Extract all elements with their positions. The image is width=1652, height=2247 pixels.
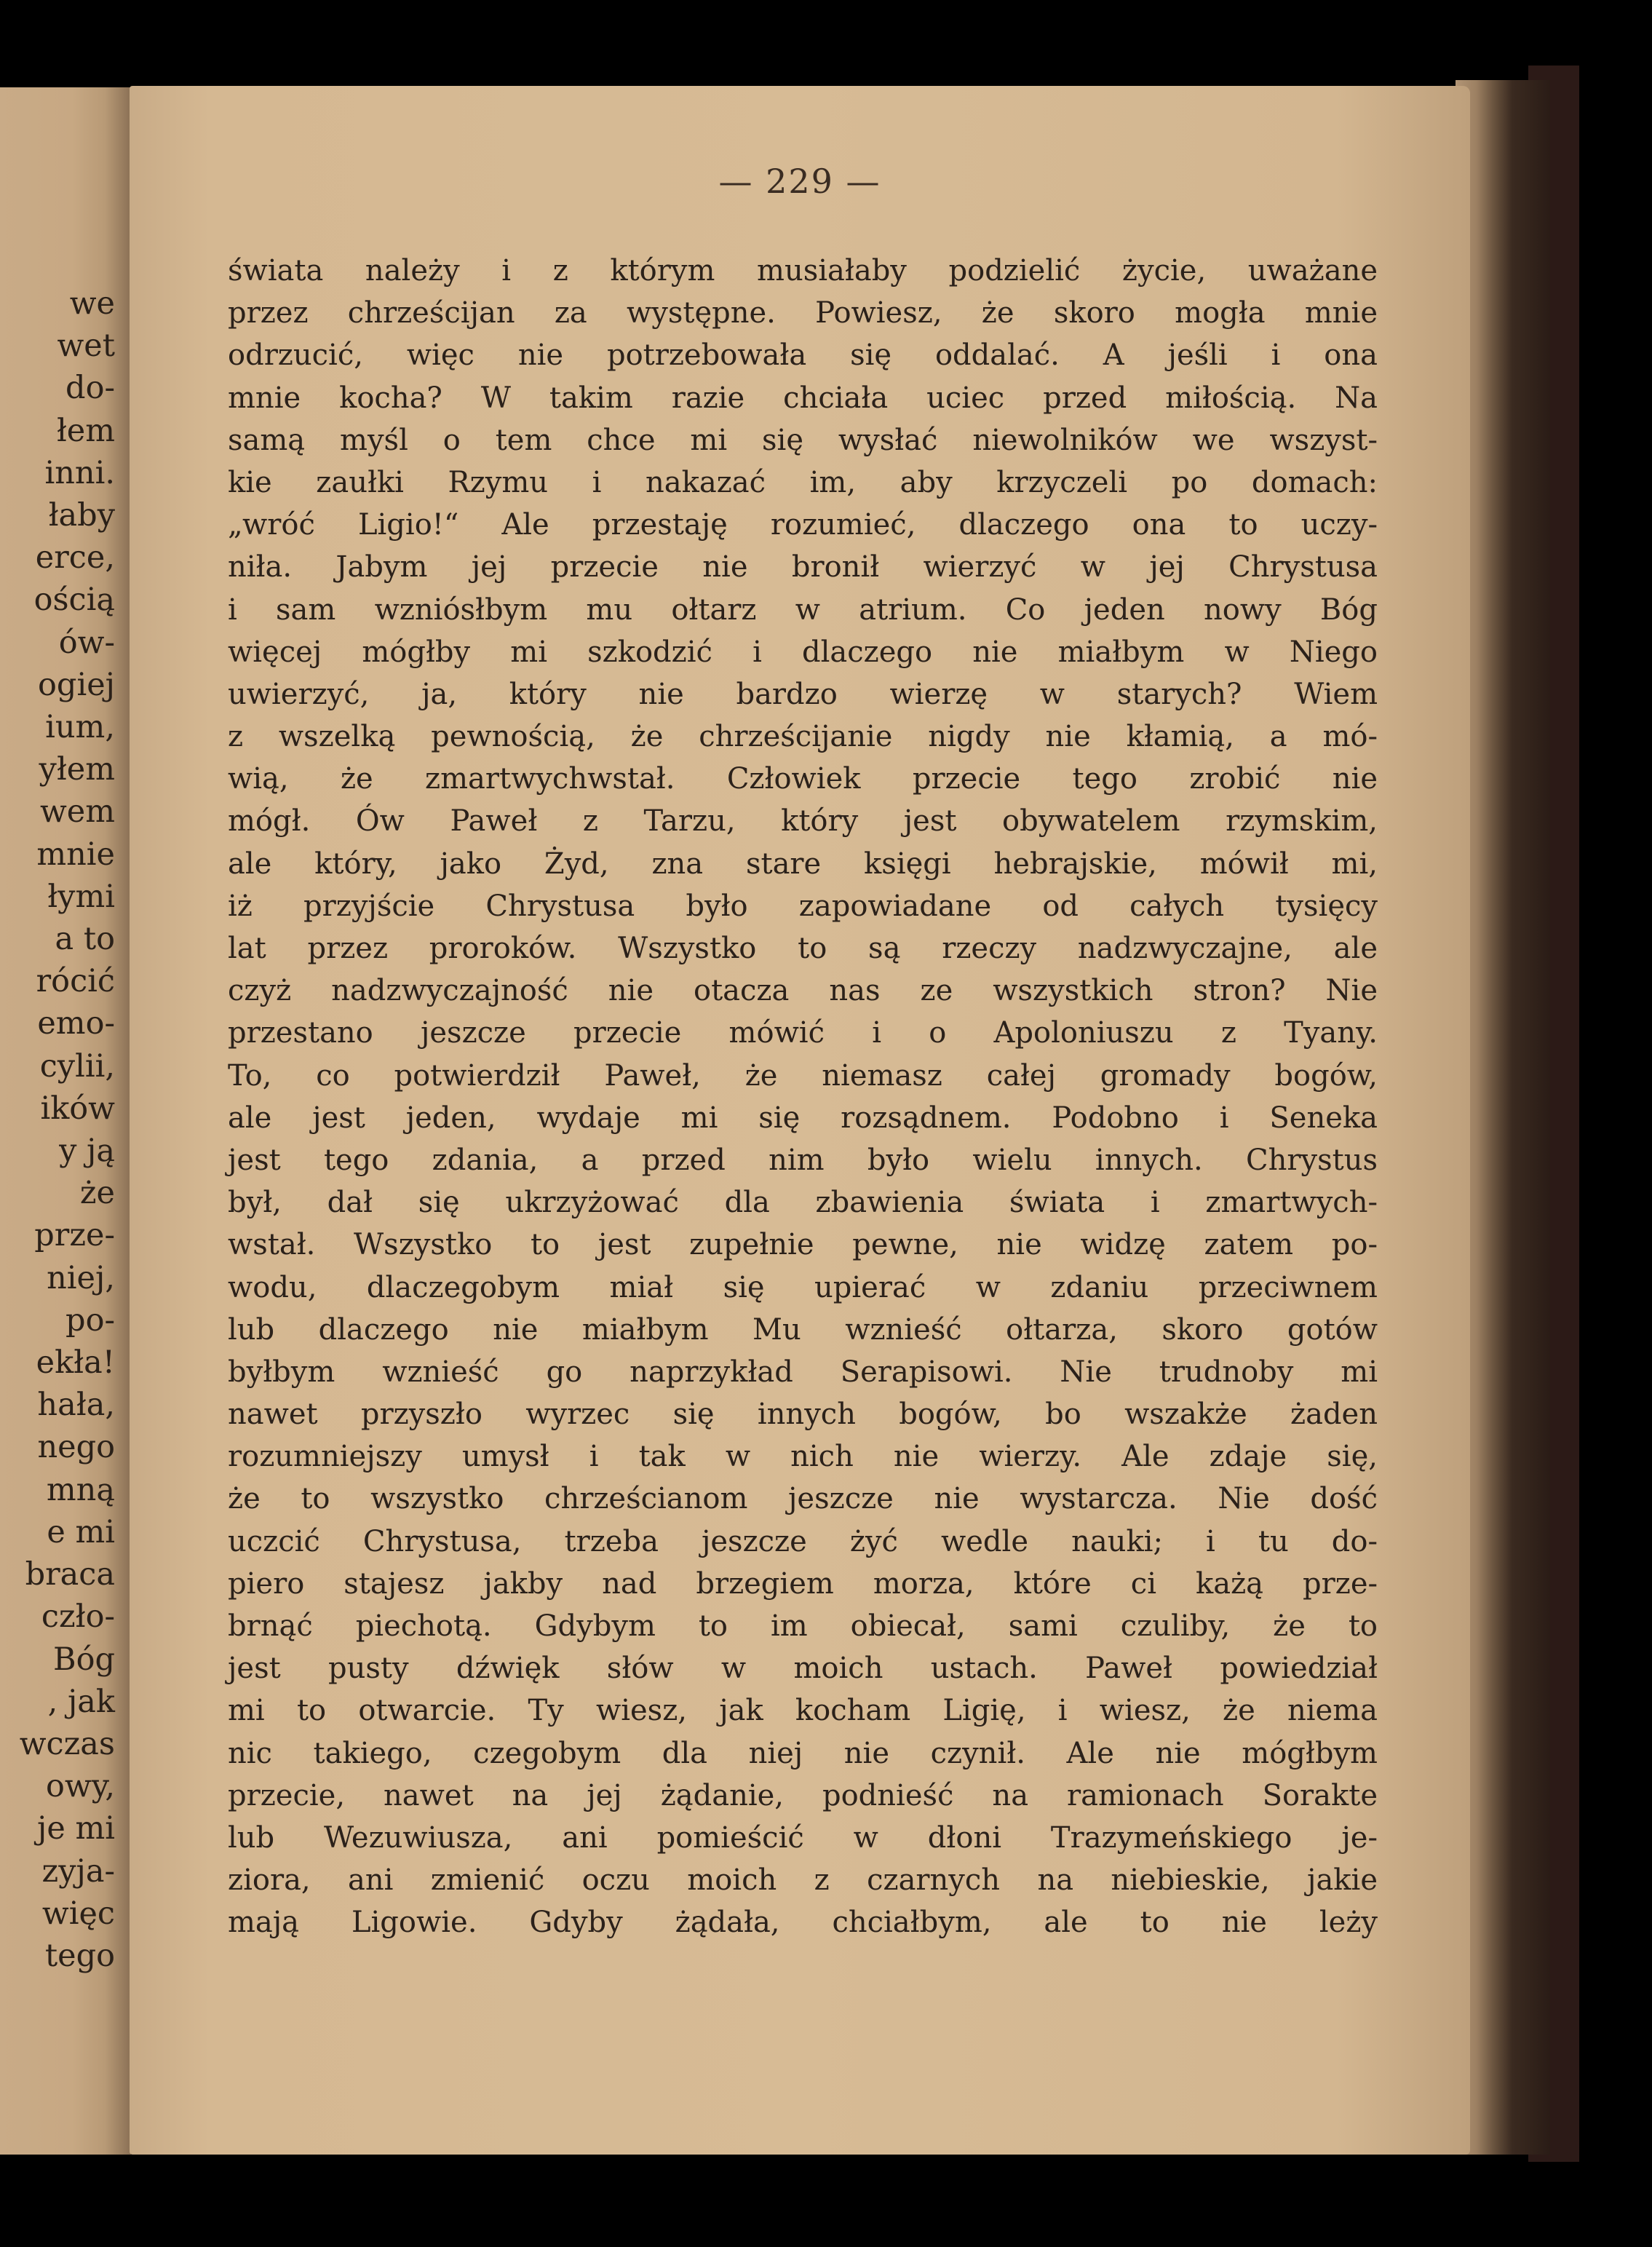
text-line: i sam wzniósłbym mu ołtarz w atrium. Co jeden nowy Bóg bbox=[228, 593, 1378, 627]
previous-page-fragment: mną bbox=[46, 1471, 115, 1508]
previous-page-fragment: , jak bbox=[47, 1683, 115, 1720]
previous-page-fragment: zyja- bbox=[41, 1852, 115, 1890]
text-line: ale który, jako Żyd, zna stare księgi hebrajskie, mówił mi, bbox=[228, 847, 1378, 881]
text-line: ale jest jeden, wydaje mi się rozsądnem. Podobno i Seneka bbox=[228, 1101, 1378, 1135]
text-line: lat przez proroków. Wszystko to są rzeczy nadzwyczajne, ale bbox=[228, 932, 1378, 965]
text-line: uczcić Chrystusa, trzeba jeszcze żyć wedle nauki; i tu do- bbox=[228, 1524, 1378, 1558]
text-line: jest pusty dźwięk słów w moich ustach. Paweł powiedział bbox=[228, 1652, 1378, 1686]
text-line: odrzucić, więc nie potrzebowała się oddalać. A jeśli i ona bbox=[228, 338, 1378, 373]
previous-page-fragment: wem bbox=[39, 793, 115, 831]
text-line: przez chrześcijan za występne. Powiesz, że skoro mogła mnie bbox=[228, 296, 1378, 330]
text-line: nawet przyszło wyrzec się innych bogów, bo wszakże żaden bbox=[228, 1398, 1378, 1432]
previous-page-fragment: ogiej bbox=[38, 666, 115, 703]
previous-page-fragment: braca bbox=[25, 1556, 115, 1593]
previous-page-fragment: do- bbox=[65, 370, 115, 407]
previous-page-fragment: owy, bbox=[46, 1768, 115, 1805]
text-line: świata należy i z którym musiałaby podzielić życie, uważane bbox=[228, 254, 1378, 288]
previous-page-fragment: prze- bbox=[34, 1217, 115, 1254]
previous-page-fragment: yłem bbox=[39, 751, 115, 788]
previous-page-fragment: ików bbox=[40, 1090, 115, 1127]
previous-page-fragment: je mi bbox=[37, 1810, 115, 1847]
text-line: kie zaułki Rzymu i nakazać im, aby krzyczeli po domach: bbox=[228, 465, 1378, 499]
text-line: „wróć Ligio!“ Ale przestaję rozumieć, dlaczego ona to uczy- bbox=[228, 508, 1378, 542]
previous-page-fragment: ium, bbox=[45, 709, 115, 746]
text-line: uwierzyć, ja, który nie bardzo wierzę w starych? Wiem bbox=[228, 677, 1378, 711]
text-line: byłbym wznieść go naprzykład Serapisowi. Nie trudnoby mi bbox=[228, 1355, 1378, 1389]
text-line: więcej mógłby mi szkodzić i dlaczego nie miałbym w Niego bbox=[228, 635, 1378, 669]
previous-page-fragment: erce, bbox=[35, 539, 115, 576]
text-line: wodu, dlaczegobym miał się upierać w zdaniu przeciwnem bbox=[228, 1270, 1378, 1304]
previous-page-fragment: cylii, bbox=[39, 1047, 115, 1085]
body-text bbox=[228, 250, 1378, 1944]
previous-page-fragment: hała, bbox=[37, 1387, 115, 1424]
previous-page-fragment: łem bbox=[56, 412, 115, 449]
previous-page-fragment: ością bbox=[33, 582, 115, 619]
previous-page-fragment: mnie bbox=[36, 836, 115, 873]
previous-page-fragment: Bóg bbox=[52, 1641, 115, 1678]
previous-page-fragment: we bbox=[69, 285, 115, 322]
previous-page-fragment: łymi bbox=[47, 878, 115, 915]
previous-page-fragment: nego bbox=[37, 1429, 115, 1466]
text-line: mógł. Ów Paweł z Tarzu, który jest obywatelem rzymskim, bbox=[228, 804, 1378, 839]
text-line: piero stajesz jakby nad brzegiem morza, które ci każą prze- bbox=[228, 1566, 1378, 1601]
text-line: przecie, nawet na jej żądanie, podnieść na ramionach Sorakte bbox=[228, 1778, 1378, 1812]
text-line: iż przyjście Chrystusa było zapowiadane od całych tysięcy bbox=[228, 889, 1378, 923]
previous-page-fragment: emo- bbox=[37, 1005, 115, 1042]
page-number: — 229 — bbox=[718, 162, 881, 201]
text-line: że to wszystko chrześcianom jeszcze nie wystarcza. Nie dość bbox=[228, 1482, 1378, 1516]
previous-page-fragment: czło- bbox=[41, 1598, 115, 1636]
previous-page-edge bbox=[0, 87, 131, 2155]
previous-page-fragment: łaby bbox=[48, 497, 115, 534]
text-line: brnąć piechotą. Gdybym to im obiecał, sami czuliby, że to bbox=[228, 1609, 1378, 1643]
text-line: samą myśl o tem chce mi się wysłać niewolników we wszyst- bbox=[228, 423, 1378, 457]
text-line: nic takiego, czegobym dla niej nie czynił. Ale nie mógłbym bbox=[228, 1736, 1378, 1770]
previous-page-fragment: ów- bbox=[58, 624, 115, 661]
text-line: mają Ligowie. Gdyby żądała, chciałbym, ale to nie leży bbox=[228, 1906, 1378, 1940]
previous-page-fragment: że bbox=[79, 1175, 115, 1212]
text-line: ziora, ani zmienić oczu moich z czarnych na niebieskie, jakie bbox=[228, 1863, 1378, 1898]
previous-page-text-fragments bbox=[20, 282, 115, 1977]
text-line: wią, że zmartwychwstał. Człowiek przecie tego zrobić nie bbox=[228, 762, 1378, 796]
previous-page-fragment: niej, bbox=[47, 1259, 115, 1296]
previous-page-fragment: więc bbox=[41, 1895, 115, 1932]
text-line: czyż nadzwyczajność nie otacza nas ze wszystkich stron? Nie bbox=[228, 974, 1378, 1008]
text-line: To, co potwierdził Paweł, że niemasz całej gromady bogów, bbox=[228, 1058, 1378, 1093]
text-line: był, dał się ukrzyżować dla zbawienia świata i zmartwych- bbox=[228, 1186, 1378, 1220]
text-line: jest tego zdania, a przed nim było wielu innych. Chrystus bbox=[228, 1143, 1378, 1177]
text-line: lub Wezuwiusza, ani pomieścić w dłoni Trazymeńskiego je- bbox=[228, 1820, 1378, 1855]
previous-page-fragment: tego bbox=[44, 1937, 115, 1974]
text-line: rozumniejszy umysł i tak w nich nie wierzy. Ale zdaje się, bbox=[228, 1440, 1378, 1474]
previous-page-fragment: rócić bbox=[36, 963, 115, 1000]
text-line: lub dlaczego nie miałbym Mu wznieść ołtarza, skoro gotów bbox=[228, 1312, 1378, 1347]
previous-page-fragment: inni. bbox=[44, 454, 115, 491]
text-line: przestano jeszcze przecie mówić i o Apoloniuszu z Tyany. bbox=[228, 1016, 1378, 1050]
previous-page-fragment: wet bbox=[57, 328, 115, 365]
previous-page-fragment: ekła! bbox=[36, 1344, 115, 1382]
text-line: z wszelką pewnością, że chrześcijanie nigdy nie kłamią, a mó- bbox=[228, 720, 1378, 754]
text-line: niła. Jabym jej przecie nie bronił wierzyć w jej Chrystusa bbox=[228, 550, 1378, 584]
previous-page-fragment: y ją bbox=[59, 1133, 115, 1170]
text-line: mi to otwarcie. Ty wiesz, jak kocham Ligię, i wiesz, że niema bbox=[228, 1694, 1378, 1728]
previous-page-fragment: e mi bbox=[47, 1513, 115, 1550]
book-page bbox=[130, 86, 1470, 2155]
previous-page-fragment: a to bbox=[55, 921, 115, 958]
text-line: wstał. Wszystko to jest zupełnie pewne, nie widzę zatem po- bbox=[228, 1228, 1378, 1262]
previous-page-fragment: po- bbox=[65, 1301, 115, 1339]
text-line: mnie kocha? W takim razie chciała uciec przed miłością. Na bbox=[228, 381, 1378, 415]
previous-page-fragment: wczas bbox=[19, 1725, 115, 1762]
